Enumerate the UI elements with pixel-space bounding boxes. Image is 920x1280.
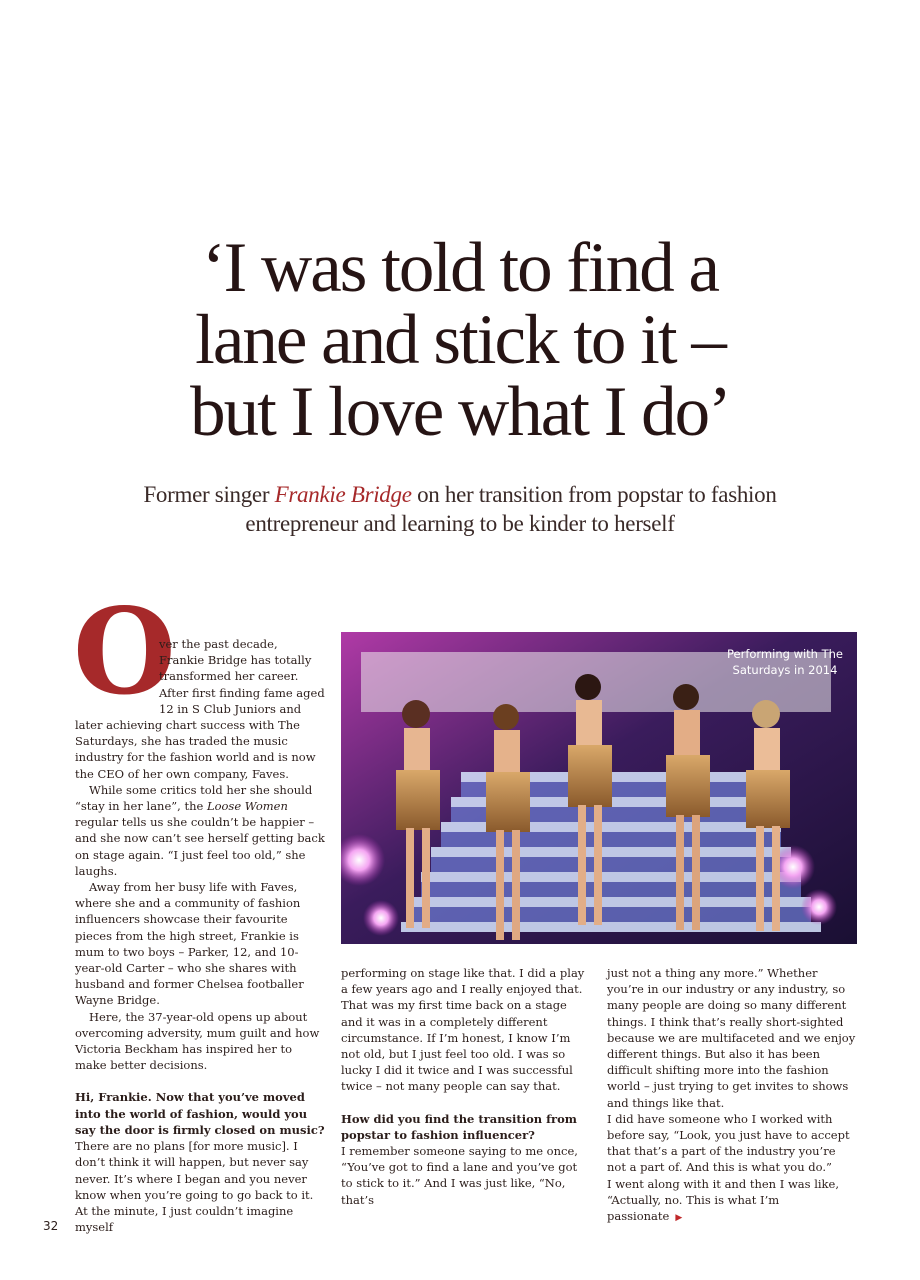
standfirst [110, 480, 810, 538]
standfirst-before: Former singer [143, 482, 275, 507]
body-paragraph: Away from her busy life with Faves, where she and a community of fashion influencers showcase their favourite pieces from the high street, Frankie is mum to two boys – Parker, 12, and 10-year-old Carter – who she shares with husband and former Chelsea footballer Wayne Bridge. [75, 880, 304, 1008]
interview-answer-continued [607, 1176, 857, 1227]
interview-question: Hi, Frankie. Now that you’ve moved into the world of fashion, would you say the door is firmly closed on music? [75, 1090, 325, 1137]
headline-line-1: ‘I was told to find a [201, 229, 718, 307]
interview-answer: I remember someone saying to me once, “You’ve got to find a lane and you’ve got to stick to it.” And I was just like, “No, that’s [341, 1144, 578, 1207]
interview-answer: There are no plans [for more music]. I don’t think it will happen, but never say never. It’s where I began and you never know when you’re going to go back to it. At the minute, I just couldn’t imagine myself [75, 1139, 314, 1235]
intro-paragraph [73, 582, 325, 782]
drop-cap: O [73, 582, 176, 721]
interview-answer: I did have someone who I worked with before say, “Look, you just have to accept that that’s a part of the industry you’re not a part of. And this is what you do.” [607, 1111, 850, 1175]
paragraph-text: I went along with it and then I was like, “Actually, no. This is what I’m passionate [607, 1176, 839, 1224]
continue-arrow-icon: ▶ [675, 1213, 683, 1224]
body-paragraph: Here, the 37-year-old opens up about overcoming adversity, mum guilt and how Victoria Beckham has inspired her to make better decisions. [75, 1009, 320, 1073]
intro-text: ver the past decade, Frankie Bridge has totally transformed her career. After first finding fame aged 12 in S Club Juniors and later achieving chart success with The Saturdays, she has traded the music industry for the fashion world and is now the CEO of her own company, Faves. [75, 637, 325, 781]
headline [60, 229, 860, 451]
headline-line-3: but I love what I do’ [190, 373, 730, 451]
body-column-3 [607, 965, 857, 1226]
interview-question: How did you find the transition from popstar to fashion influencer? [341, 1111, 577, 1142]
body-column-1 [73, 582, 325, 1235]
page-number: 32 [43, 1219, 59, 1233]
interview-answer-continued: performing on stage like that. I did a play a few years ago and I really enjoyed that. That was my first time back on a stage and it was in a completely different circumstance. If I’m honest, I know I’m not old, but I just feel too old. I was so lucky I did it twice and I was successful twice – not many people can say that. [341, 966, 585, 1094]
photo-caption: Performing with The Saturdays in 2014 [726, 647, 844, 677]
stage-photo [341, 632, 857, 944]
body-column-2 [341, 965, 591, 1208]
paragraph-text: regular tells us she couldn’t be happier – and she now can’t see herself getting back on stage again. “I just feel too old,” she laughs. [75, 815, 325, 878]
standfirst-name: Frankie Bridge [274, 482, 412, 507]
interview-answer: just not a thing any more.” Whether you’re in our industry or any industry, so many people are doing so many different things. I think that’s really short-sighted because we are multifaceted and we enjoy different things. But also it has been difficult shifting more into the fashion world – just trying to get invites to shows and things like that. [607, 966, 856, 1110]
paragraph-text: While some critics told her she should “stay in her lane”, the [75, 782, 313, 814]
show-title: Loose Women [206, 799, 288, 814]
performance-image [341, 632, 857, 944]
headline-line-2: lane and stick to it – [195, 301, 725, 379]
standfirst-after: on her transition from popstar to fashion entrepreneur and learning to be kinder to herself [245, 482, 777, 536]
body-paragraph [75, 782, 325, 879]
